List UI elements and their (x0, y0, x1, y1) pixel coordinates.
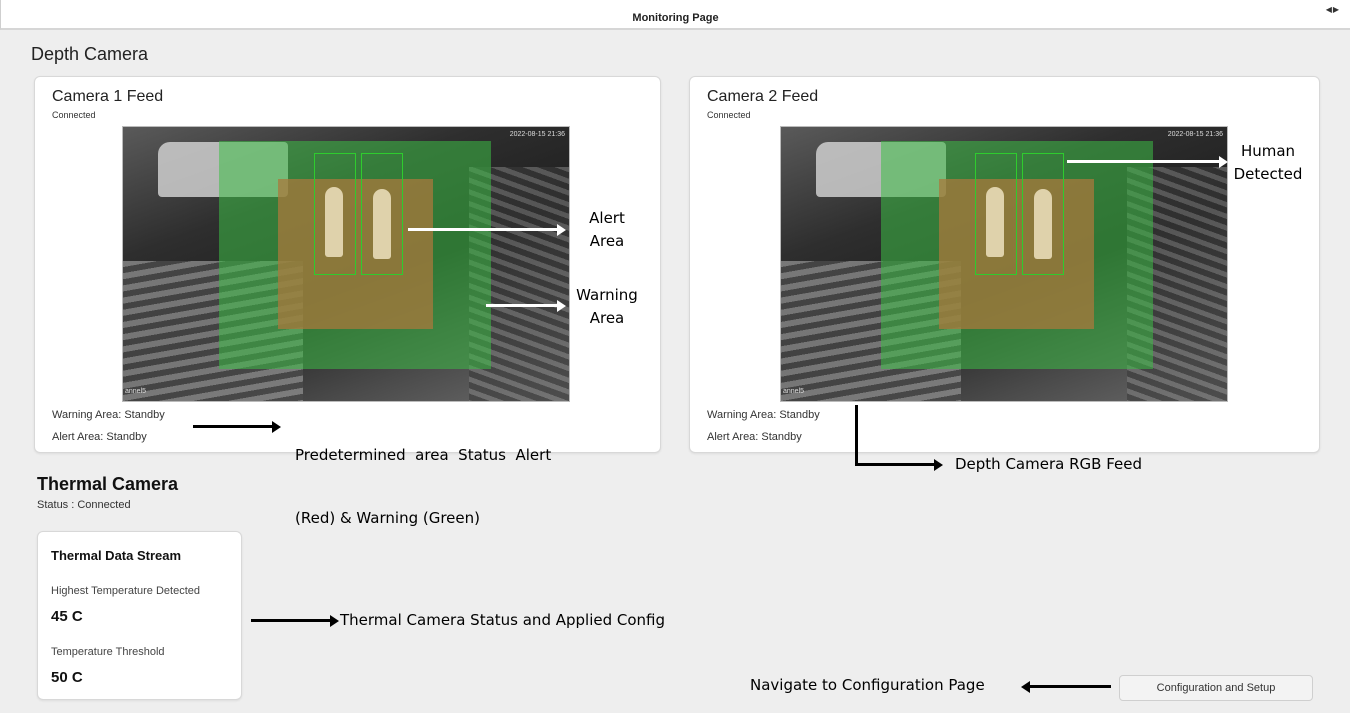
feed-timestamp: 2022-08-15 21:36 (1167, 131, 1223, 138)
camera-1-alert-status: Alert Area: Standby (52, 431, 147, 443)
annotation-line: Detected (1233, 165, 1303, 183)
annotation-arrow (1067, 160, 1220, 163)
arrow-head-icon (1219, 156, 1228, 168)
feed-channel-label: annel5 (125, 388, 147, 395)
annotation-predetermined-area (295, 403, 551, 550)
annotation-arrow (855, 463, 935, 466)
camera-2-warning-status: Warning Area: Standby (707, 409, 820, 421)
detected-person (325, 187, 343, 257)
annotation-connector (855, 405, 858, 465)
thermal-data-title: Thermal Data Stream (51, 548, 182, 563)
camera-2-alert-status: Alert Area: Standby (707, 431, 802, 443)
annotation-line: Alert (589, 209, 625, 227)
camera-2-card (689, 76, 1320, 453)
configuration-setup-button[interactable]: Configuration and Setup (1119, 675, 1313, 701)
camera-1-warning-status: Warning Area: Standby (52, 409, 165, 421)
thermal-camera-heading: Thermal Camera (37, 474, 179, 494)
resize-arrows-icon[interactable]: ◀▶ (1325, 5, 1340, 14)
arrow-head-icon (557, 300, 566, 312)
window-title: Monitoring Page (632, 12, 719, 24)
temp-threshold-value: 50 C (51, 669, 83, 686)
annotation-navigate-config: Navigate to Configuration Page (750, 676, 985, 694)
annotation-line: Area (589, 309, 625, 327)
camera-2-connection-status: Connected (707, 110, 751, 120)
thermal-data-card (37, 531, 242, 700)
camera-2-title: Camera 2 Feed (707, 88, 819, 105)
annotation-warning-area (570, 284, 644, 330)
annotation-rgb-feed: Depth Camera RGB Feed (955, 455, 1142, 473)
camera-1-connection-status: Connected (52, 110, 96, 120)
camera-1-title: Camera 1 Feed (52, 88, 164, 105)
annotation-thermal-status: Thermal Camera Status and Applied Config (340, 611, 666, 629)
camera-1-video-feed (122, 126, 570, 402)
feed-channel-label: annel5 (783, 388, 805, 395)
annotation-arrow (193, 425, 273, 428)
annotation-human-detected (1228, 140, 1308, 186)
annotation-arrow (486, 304, 558, 307)
camera-2-video-feed (780, 126, 1228, 402)
annotation-alert-area (576, 207, 638, 253)
arrow-head-icon (934, 459, 943, 471)
thermal-camera-status: Status : Connected (37, 499, 131, 511)
annotation-arrow (408, 228, 558, 231)
detected-person (1034, 189, 1052, 259)
annotation-line: Human (1240, 142, 1296, 160)
feed-timestamp: 2022-08-15 21:36 (509, 131, 565, 138)
annotation-line: Area (589, 232, 625, 250)
highest-temp-label: Highest Temperature Detected (51, 585, 200, 597)
detected-person (986, 187, 1004, 257)
depth-camera-heading: Depth Camera (31, 44, 149, 64)
annotation-arrow (1029, 685, 1111, 688)
annotation-line: Warning (576, 286, 638, 304)
arrow-head-icon (557, 224, 566, 236)
temp-threshold-label: Temperature Threshold (51, 646, 165, 658)
annotation-arrow (251, 619, 331, 622)
highest-temp-value: 45 C (51, 608, 83, 625)
camera-1-card (34, 76, 661, 453)
window-titlebar (0, 0, 1350, 30)
arrow-head-icon (330, 615, 339, 627)
detected-person (373, 189, 391, 259)
annotation-line: Predetermined area Status Alert (295, 446, 552, 464)
annotation-line: (Red) & Warning (Green) (295, 509, 481, 527)
arrow-head-icon (272, 421, 281, 433)
